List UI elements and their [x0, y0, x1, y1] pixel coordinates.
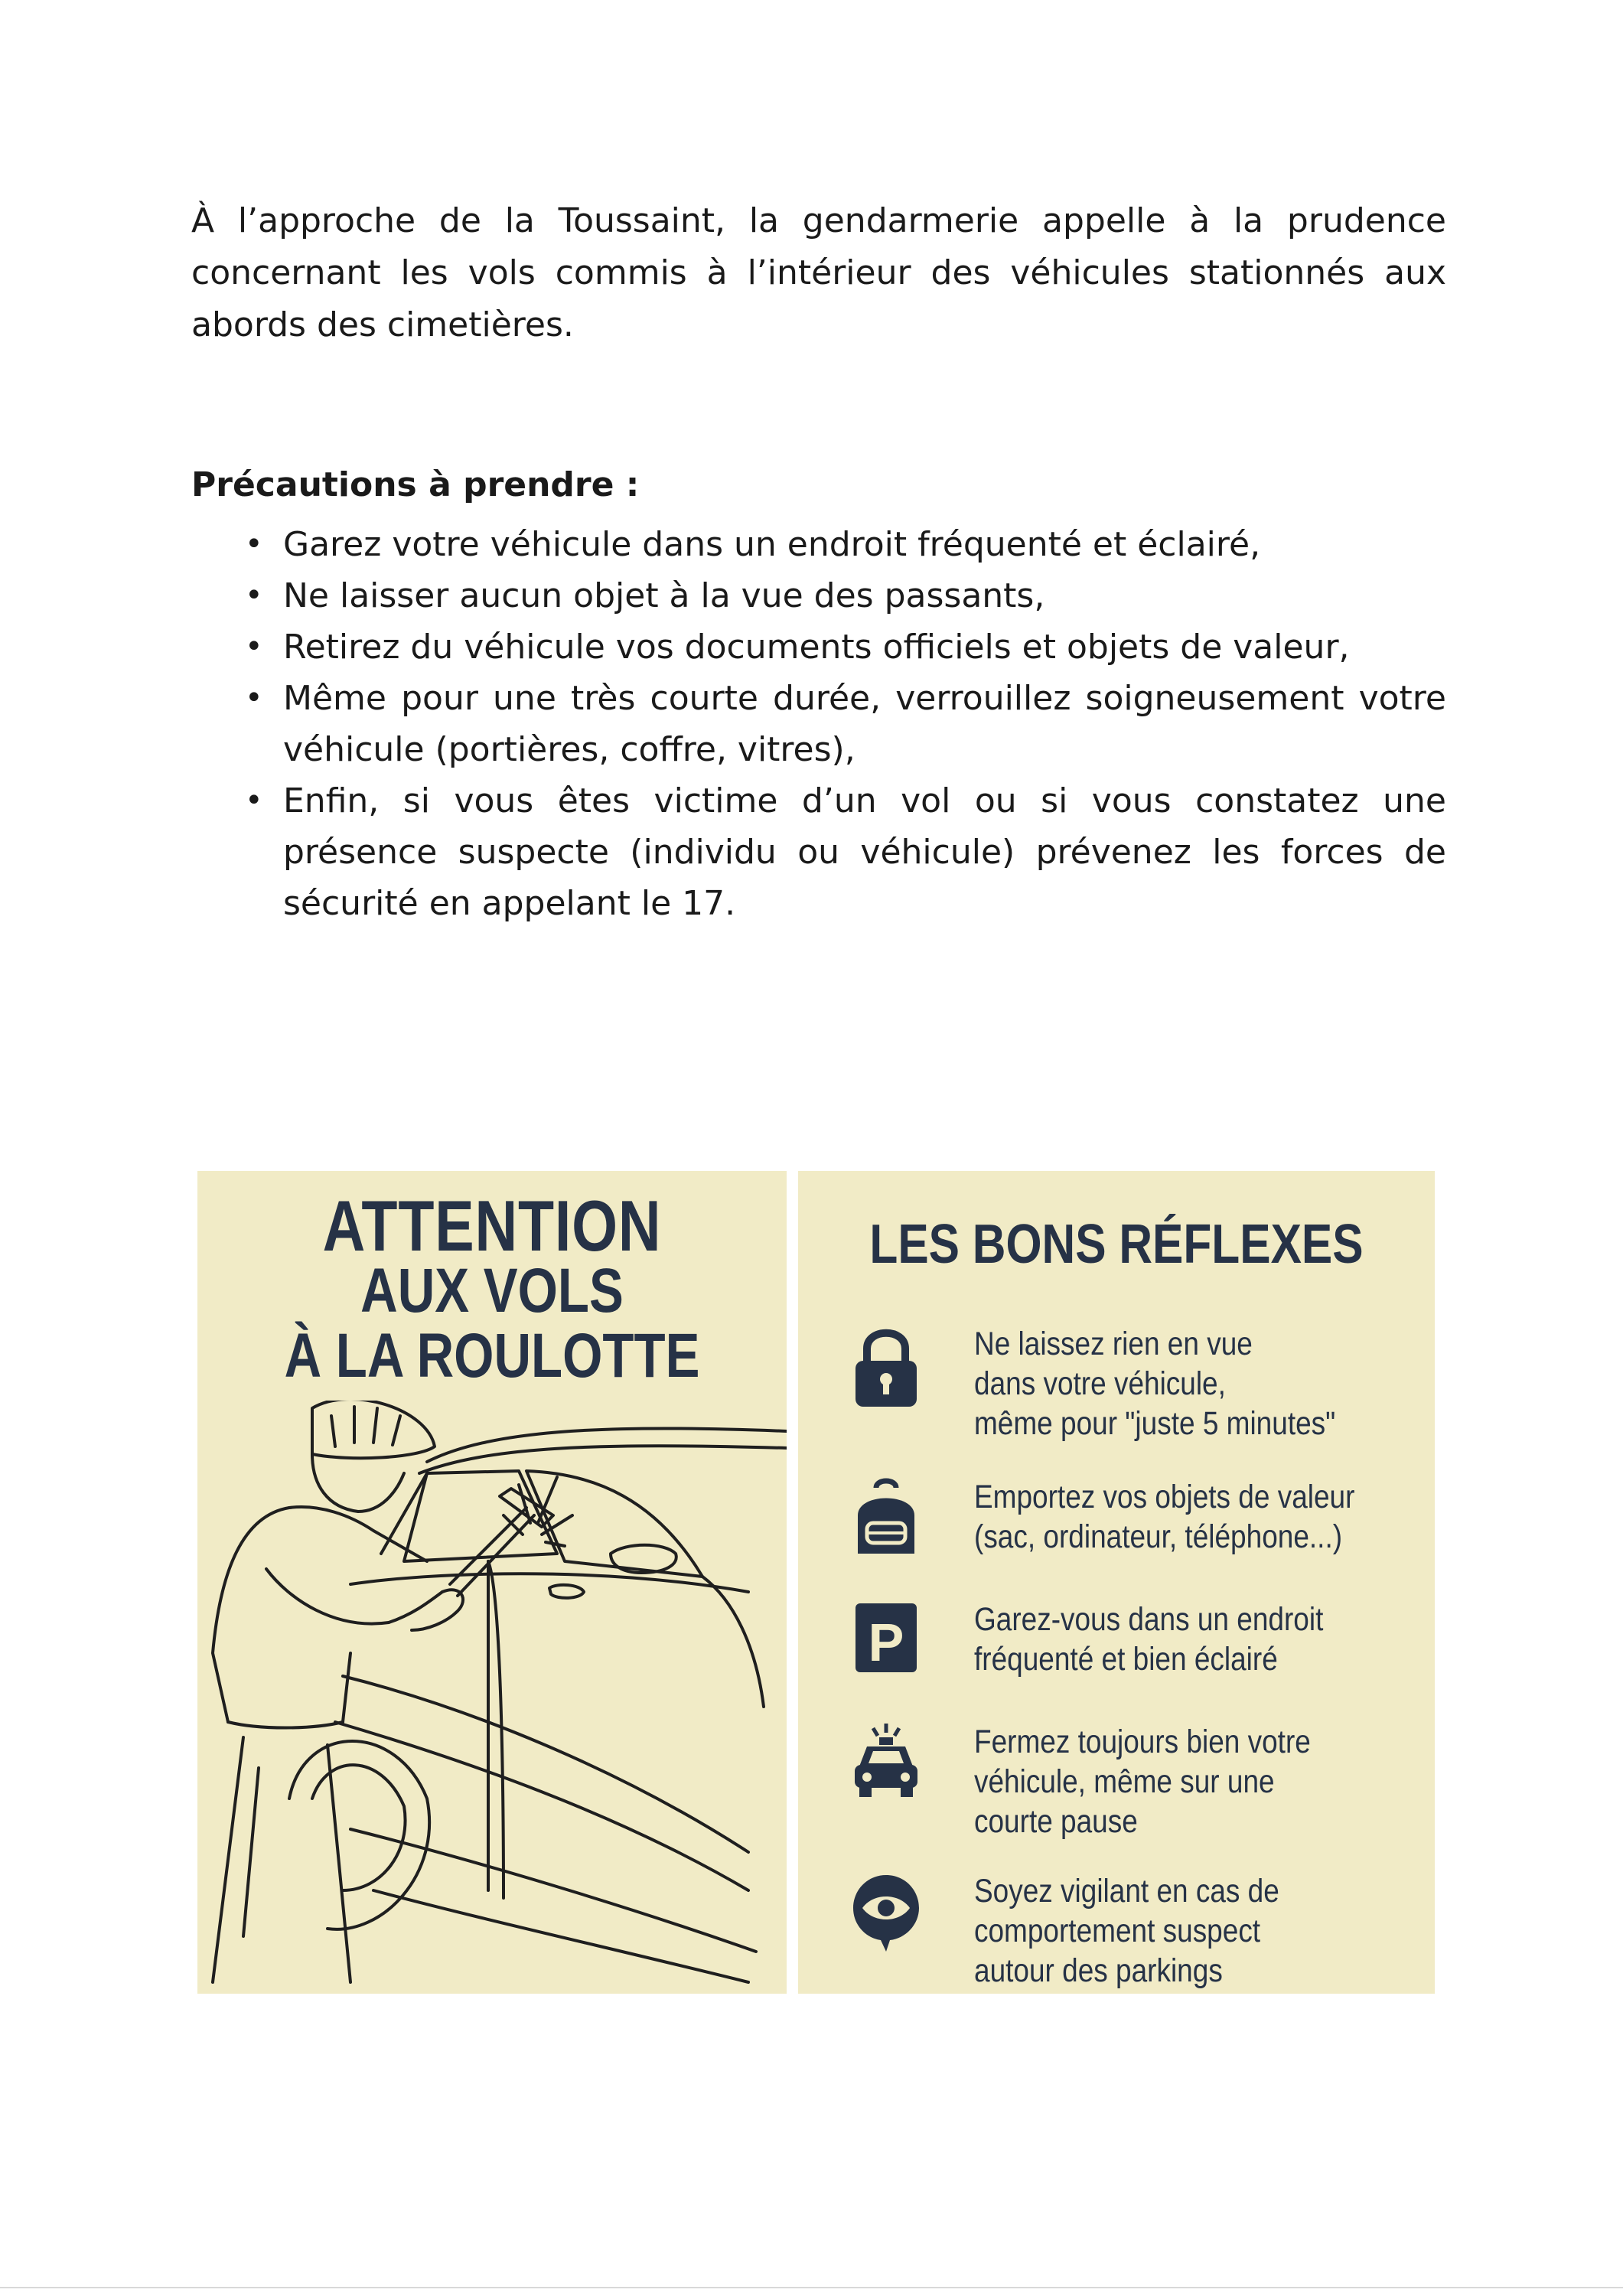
poster-title-line1: ATTENTION: [322, 1186, 662, 1266]
list-item: • Enfin, si vous êtes victime d’un vol ou si vous constatez une présence suspecte (individu ou véhicule) prévenez les forces de sécurité en appelant le 17.: [233, 775, 1446, 929]
svg-text:P: P: [868, 1613, 904, 1672]
list-item: • Même pour une très courte durée, verrouillez soigneusement votre véhicule (portières, coffre, vitres),: [233, 673, 1446, 775]
tip-text: Ne laissez rien en vue dans votre véhicule, même pour "juste 5 minutes": [974, 1326, 1336, 1442]
precautions-list: [233, 519, 1446, 929]
poster-reflexes-panel: [798, 1171, 1435, 1994]
backpack-icon: [852, 1477, 921, 1561]
list-item: • Garez votre véhicule dans un endroit fréquenté et éclairé,: [233, 519, 1446, 570]
poster-title-line3: À LA ROULOTTE: [284, 1321, 700, 1391]
tip-text: Emportez vos objets de valeur (sac, ordinateur, téléphone...): [974, 1479, 1355, 1555]
list-item: • Retirez du véhicule vos documents officiels et objets de valeur,: [233, 621, 1446, 673]
intro-paragraph: À l’approche de la Toussaint, la gendarmerie appelle à la prudence concernant les vols commis à l’intérieur des véhicules stationnés aux abords des cimetières.: [191, 201, 1446, 344]
tip-text: Fermez toujours bien votre véhicule, même sur une courte pause: [974, 1724, 1311, 1840]
car-break-in-illustration: [197, 1401, 787, 1990]
police-car-icon: [852, 1722, 921, 1806]
eye-icon: [852, 1871, 921, 1955]
tip-text: Soyez vigilant en cas de comportement suspect autour des parkings: [974, 1873, 1279, 1989]
page-bottom-divider: [0, 2287, 1623, 2288]
parking-icon: [852, 1600, 921, 1684]
poster-title-line2: AUX VOLS: [360, 1256, 624, 1326]
precautions-heading: Précautions à prendre :: [191, 465, 640, 504]
poster-warning-panel: [197, 1171, 787, 1994]
tip-text: Garez-vous dans un endroit fréquenté et bien éclairé: [974, 1601, 1324, 1678]
list-item: • Ne laisser aucun objet à la vue des passants,: [233, 570, 1446, 621]
reflexes-heading: LES BONS RÉFLEXES: [869, 1214, 1364, 1275]
padlock-icon: [852, 1324, 921, 1408]
